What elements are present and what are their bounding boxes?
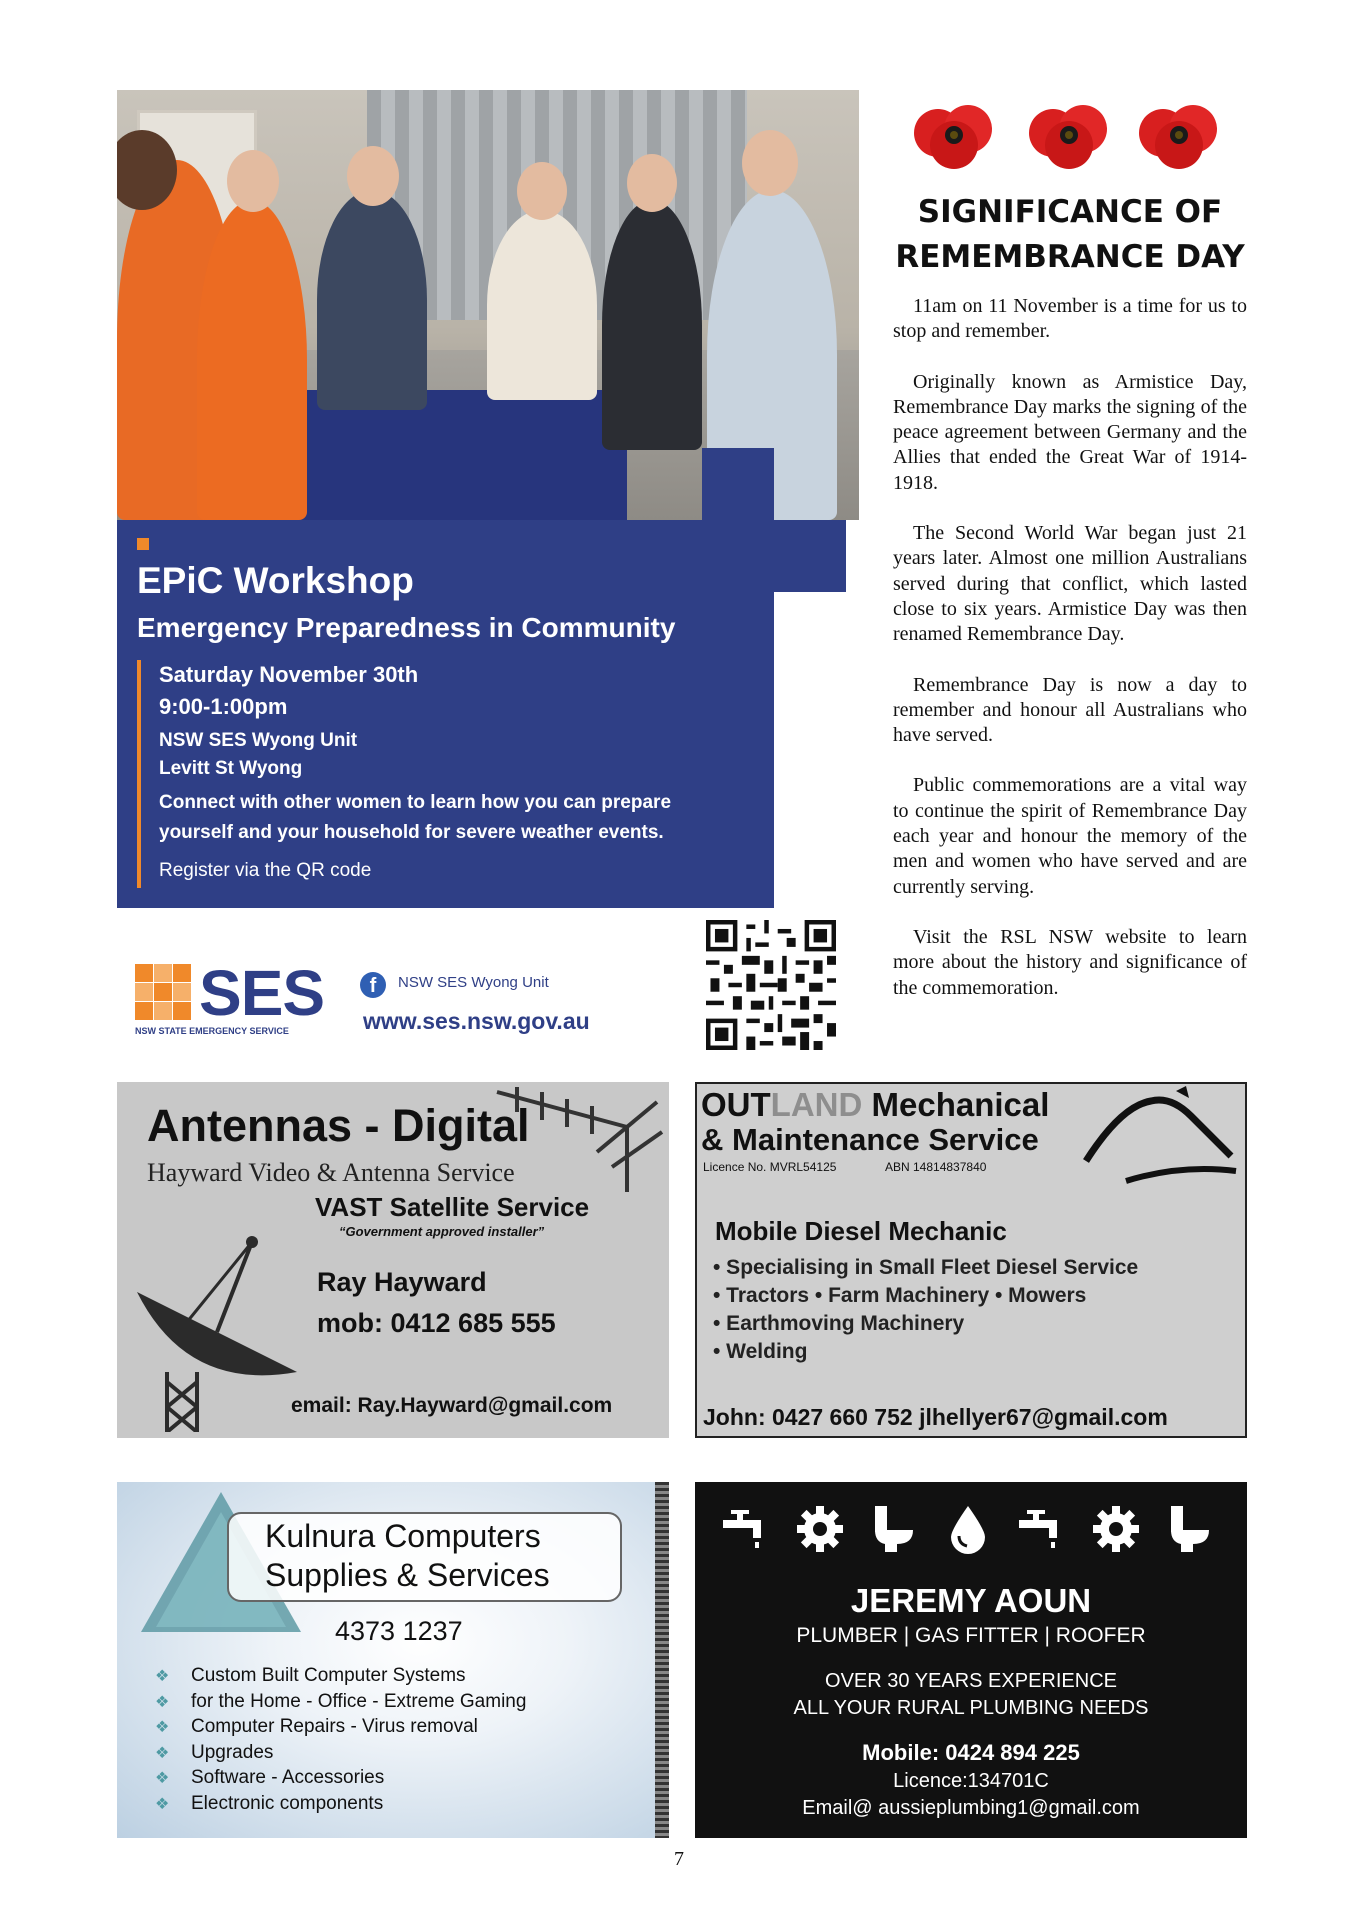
decor-square [774,520,846,592]
ses-caption: NSW STATE EMERGENCY SERVICE [135,1026,289,1036]
decor-edge [655,1482,669,1838]
antennas-approved-note: “Government approved installer” [339,1224,545,1239]
outland-abn: ABN 14814837840 [885,1160,987,1174]
outland-licence: Licence No. MVRL54125 [703,1160,837,1174]
list-item: ❖ Electronic components [155,1792,526,1818]
workshop-title: EPiC Workshop [137,560,414,601]
plumber-phone: Mobile: 0424 894 225 [862,1740,1080,1765]
outland-title [701,1086,1049,1124]
outland-contact[interactable]: John: 0427 660 752 jlhellyer67@gmail.com [703,1404,1168,1430]
plumber-email[interactable]: Email@ aussieplumbing1@gmail.com [802,1797,1140,1819]
remembrance-title-line: REMEMBRANCE DAY [895,239,1245,275]
water-drop-icon [943,1504,993,1554]
plumber-experience: OVER 30 YEARS EXPERIENCE [825,1670,1117,1692]
outland-advert [695,1082,1247,1438]
epic-workshop-flyer [117,90,859,908]
antennas-advert [117,1082,669,1438]
poppy-icon [910,95,1000,175]
antennas-contact-name: Ray Hayward [317,1267,487,1297]
plumbing-icons-row [721,1504,1221,1560]
outland-service-item: • Tractors • Farm Machinery • Mowers [713,1284,1087,1307]
article-paragraph: Public commemorations are a vital way to continue the spirit of Remembrance Day each year and honour the memory of the men and women who have served and are currently serving. [893,774,1247,898]
list-item: ❖ Software - Accessories [155,1766,526,1792]
list-item: ❖ Upgrades [155,1741,526,1767]
plumber-advert [695,1482,1247,1838]
mountain-logo-icon [1081,1086,1241,1186]
kulnura-title: Kulnura Computers [265,1518,541,1554]
poppies-illustration [910,95,1230,190]
plumber-name: JEREMY AOUN [850,1582,1092,1619]
satellite-dish-icon [127,1232,317,1432]
workshop-time: 9:00-1:00pm [159,694,288,719]
workshop-date: Saturday November 30th [159,662,419,687]
poppy-icon [1025,95,1115,175]
kulnura-phone: 4373 1237 [335,1616,463,1646]
remembrance-title-line: SIGNIFICANCE OF [917,194,1223,230]
outland-service-item: • Welding [713,1340,808,1363]
tap-icon [1017,1504,1067,1554]
antennas-title: Antennas - Digital [147,1100,530,1151]
ses-website-link[interactable]: www.ses.nsw.gov.au [363,1008,590,1034]
workshop-register-note: Register via the QR code [159,860,372,881]
workshop-description: Connect with other women to learn how you can prepare [159,792,672,813]
workshop-street: Levitt St Wyong [159,758,303,779]
toilet-icon [1165,1504,1215,1554]
outland-service-item: • Specialising in Small Fleet Diesel Service [713,1256,1139,1279]
page-number: 7 [674,1848,684,1870]
outland-title-rest: Mechanical [862,1086,1050,1123]
diamond-bullet-icon: ❖ [155,1693,170,1711]
ses-wordmark: SES [199,957,325,1029]
ses-logo [135,957,335,1040]
facebook-page-label[interactable]: NSW SES Wyong Unit [398,974,549,991]
accent-square [137,538,149,550]
accent-bar [137,660,141,888]
workshop-venue: NSW SES Wyong Unit [159,730,358,751]
outland-heading: Mobile Diesel Mechanic [715,1216,1007,1246]
gear-icon [795,1504,845,1554]
diamond-bullet-icon: ❖ [155,1795,170,1813]
qr-code-icon[interactable] [706,920,836,1050]
antennas-subtitle: Hayward Video & Antenna Service [147,1158,515,1187]
article-paragraph: Remembrance Day is now a day to remember and honour all Australians who have served. [893,673,1247,747]
ses-emblem-icon [135,964,191,1020]
kulnura-title: Supplies & Services [265,1557,550,1593]
remembrance-title [880,190,1260,280]
remembrance-article [893,294,1247,1026]
plumber-roles: PLUMBER | GAS FITTER | ROOFER [796,1624,1146,1647]
toilet-icon [869,1504,919,1554]
decor-square [702,448,774,520]
kulnura-advert [117,1482,669,1838]
article-paragraph: The Second World War began just 21 years later. Almost one million Australians served during that conflict, which lasted close to six years. Armistice Day was then renamed Remembrance Day. [893,522,1247,646]
outland-service-item: • Earthmoving Machinery [713,1312,965,1335]
diamond-bullet-icon: ❖ [155,1770,170,1787]
workshop-subtitle: Emergency Preparedness in Community [137,612,676,643]
antennas-vast: VAST Satellite Service [315,1192,590,1222]
kulnura-services-list [155,1664,526,1817]
plumber-experience: ALL YOUR RURAL PLUMBING NEEDS [793,1697,1149,1719]
tap-icon [721,1504,771,1554]
gear-icon [1091,1504,1141,1554]
diamond-bullet-icon: ❖ [155,1719,170,1736]
outland-title-line2: & Maintenance Service [701,1122,1039,1157]
list-item: ❖ Custom Built Computer Systems [155,1664,526,1690]
facebook-icon[interactable]: f [360,972,386,998]
list-item: ❖ Computer Repairs - Virus removal [155,1715,526,1741]
workshop-description: yourself and your household for severe weather events. [159,822,664,843]
poppy-icon [1135,95,1225,175]
article-paragraph: 11am on 11 November is a time for us to stop and remember. [893,295,1247,343]
list-item: ❖ for the Home - Office - Extreme Gaming [155,1690,526,1716]
antennas-phone: mob: 0412 685 555 [317,1308,556,1338]
article-paragraph: Originally known as Armistice Day, Remembrance Day marks the signing of the peace agreement between Germany and the Allies that ended the Great War of 1914-1918. [893,370,1247,494]
article-paragraph: Visit the RSL NSW website to learn more about the history and significance of the commemoration. [893,925,1247,999]
diamond-bullet-icon: ❖ [155,1744,170,1762]
outland-title-out: OUT [701,1086,771,1123]
plumber-licence: Licence:134701C [893,1770,1049,1792]
outland-title-land: LAND [770,1086,863,1123]
antennas-email[interactable]: email: Ray.Hayward@gmail.com [291,1394,613,1417]
diamond-bullet-icon: ❖ [155,1668,170,1685]
